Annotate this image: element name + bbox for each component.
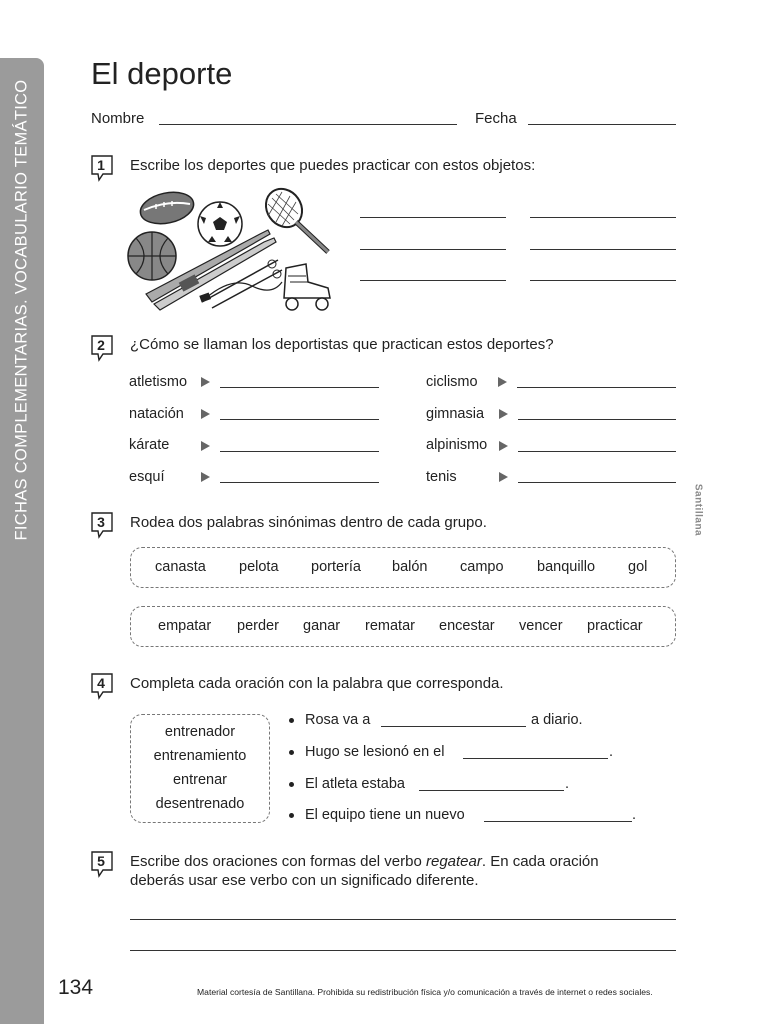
date-field[interactable]: [528, 124, 676, 125]
name-label: Nombre: [91, 110, 145, 127]
roller-skate-icon: [284, 264, 330, 310]
question-5-text-a: Escribe dos oraciones con formas del verbo: [130, 853, 426, 870]
synonym-word[interactable]: empatar: [158, 618, 212, 634]
arrow-icon: [499, 409, 508, 419]
question-4-number: 4: [97, 675, 105, 691]
rugby-ball-icon: [137, 188, 196, 229]
q2-answer-line[interactable]: [517, 387, 676, 388]
arrow-icon: [499, 472, 508, 482]
sentence-before: El equipo tiene un nuevo: [305, 807, 465, 823]
q1-answer-1[interactable]: [360, 217, 506, 218]
question-5-verb: regatear: [425, 853, 482, 870]
question-3-number: 3: [97, 514, 105, 530]
synonym-word[interactable]: ganar: [303, 618, 341, 634]
bullet: [289, 718, 294, 723]
q1-answer-3[interactable]: [360, 249, 506, 250]
question-1-badge: [91, 155, 115, 179]
sport-word: kárate: [129, 437, 170, 453]
sentence-before: El atleta estaba: [305, 776, 405, 792]
arrow-icon: [499, 441, 508, 451]
sport-word: ciclismo: [426, 374, 478, 390]
synonym-word[interactable]: gol: [628, 559, 648, 575]
arrow-icon: [201, 472, 210, 482]
sentence-before: Hugo se lesionó en el: [305, 744, 445, 760]
sport-word: atletismo: [129, 374, 188, 390]
question-5-badge: [91, 851, 115, 875]
footer-note: Material cortesía de Santillana. Prohibida su redistribución física y/o comunicación a través de internet o redes sociales.: [197, 987, 653, 997]
bullet: [289, 750, 294, 755]
arrow-icon: [498, 377, 507, 387]
question-4-text: Completa cada oración con la palabra que corresponda.: [130, 675, 504, 692]
sport-word: natación: [129, 406, 184, 422]
sentence-blank[interactable]: [484, 821, 632, 822]
q5-answer-line-2[interactable]: [130, 950, 676, 951]
question-5-text-b: . En cada oración: [481, 853, 599, 870]
sentence-after: .: [565, 776, 570, 792]
synonym-word[interactable]: canasta: [155, 559, 206, 575]
synonym-word[interactable]: perder: [237, 618, 279, 634]
sentence-after: .: [609, 744, 614, 760]
q2-answer-line[interactable]: [220, 482, 379, 483]
question-2-badge: [91, 335, 115, 359]
synonym-word[interactable]: balón: [392, 559, 428, 575]
sentence-after: .: [632, 807, 637, 823]
question-1-text: Escribe los deportes que puedes practicar con estos objetos:: [130, 157, 536, 174]
q5-answer-line-1[interactable]: [130, 919, 676, 920]
basketball-icon: [128, 232, 176, 280]
synonym-word[interactable]: banquillo: [537, 559, 596, 575]
q2-answer-line[interactable]: [220, 419, 379, 420]
brand-label: Santillana: [692, 483, 704, 537]
soccer-ball-icon: [198, 202, 242, 246]
synonym-word[interactable]: campo: [460, 559, 504, 575]
q1-answer-5[interactable]: [360, 280, 506, 281]
sport-word: alpinismo: [426, 437, 488, 453]
q2-answer-line[interactable]: [518, 451, 676, 452]
q2-answer-line[interactable]: [518, 419, 676, 420]
word-bank-item: desentrenado: [155, 796, 245, 812]
q1-answer-2[interactable]: [530, 217, 676, 218]
question-5-text-line2: deberás usar ese verbo con un significado diferente.: [130, 872, 479, 889]
synonym-word[interactable]: vencer: [519, 618, 563, 634]
side-label: FICHAS COMPLEMENTARIAS. VOCABULARIO TEMÁTICO: [12, 79, 31, 541]
question-5-text: [130, 853, 599, 870]
q2-answer-line[interactable]: [220, 451, 379, 452]
arrow-icon: [201, 441, 210, 451]
question-2-number: 2: [97, 337, 105, 353]
sport-word: esquí: [129, 469, 165, 485]
sport-word: tenis: [426, 469, 457, 485]
arrow-icon: [201, 377, 210, 387]
sentence-before: Rosa va a: [305, 712, 371, 728]
sentence-blank[interactable]: [381, 726, 526, 727]
question-2-text: ¿Cómo se llaman los deportistas que practican estos deportes?: [130, 336, 554, 353]
bullet: [289, 782, 294, 787]
arrow-icon: [201, 409, 210, 419]
synonym-word[interactable]: encestar: [439, 618, 495, 634]
question-3-badge: [91, 512, 115, 536]
synonym-word[interactable]: pelota: [239, 559, 279, 575]
sentence-blank[interactable]: [419, 790, 564, 791]
word-bank-item: entrenar: [172, 772, 227, 788]
name-field[interactable]: [159, 124, 457, 125]
ski-poles-icon: [202, 260, 282, 308]
synonym-word[interactable]: rematar: [365, 618, 415, 634]
synonym-word[interactable]: practicar: [587, 618, 643, 634]
page-title: El deporte: [91, 56, 233, 91]
q2-answer-line[interactable]: [220, 387, 379, 388]
sport-word: gimnasia: [426, 406, 485, 422]
page-number: 134: [58, 976, 94, 999]
sentence-after: a diario.: [531, 712, 583, 728]
bullet: [289, 813, 294, 818]
date-label: Fecha: [475, 110, 517, 127]
sentence-blank[interactable]: [463, 758, 608, 759]
question-5-number: 5: [97, 853, 105, 869]
synonym-word[interactable]: portería: [311, 559, 361, 575]
q2-answer-line[interactable]: [518, 482, 676, 483]
word-bank-item: entrenador: [164, 724, 236, 740]
question-3-text: Rodea dos palabras sinónimas dentro de cada grupo.: [130, 514, 487, 531]
question-4-badge: [91, 673, 115, 697]
q1-answer-4[interactable]: [530, 249, 676, 250]
q1-answer-6[interactable]: [530, 280, 676, 281]
word-bank-item: entrenamiento: [153, 748, 247, 764]
question-1-number: 1: [97, 157, 105, 173]
sports-objects-illustration: [122, 186, 344, 314]
